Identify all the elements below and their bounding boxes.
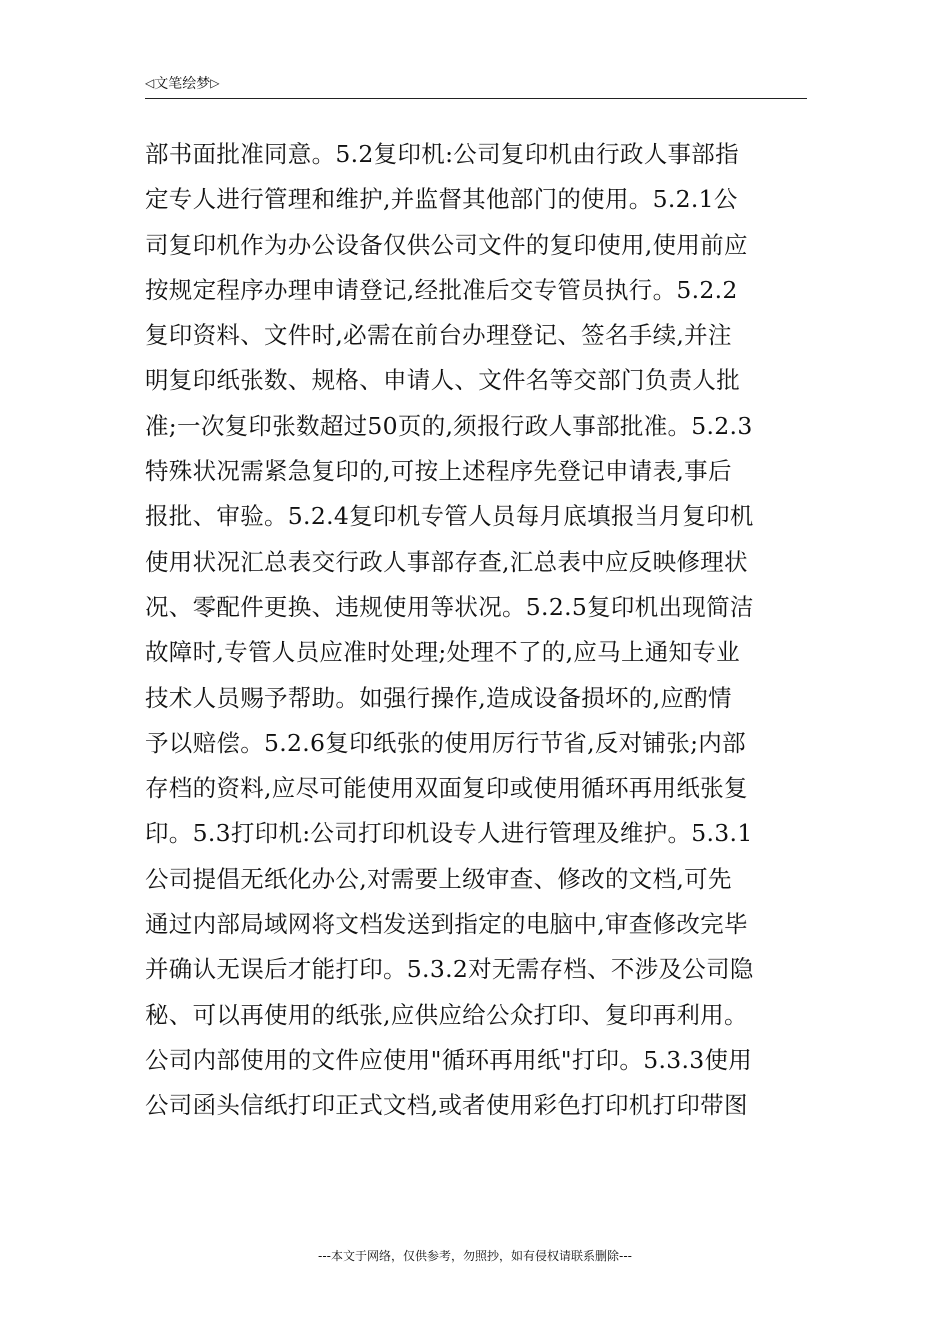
- left-triangle-icon: ◁: [145, 76, 155, 90]
- text-line: 按规定程序办理申请登记,经批准后交专管员执行。5.2.2: [145, 275, 738, 304]
- text-line: 故障时,专管人员应准时处理;处理不了的,应马上通知专业: [145, 638, 740, 667]
- text-line: 并确认无误后才能打印。5.3.2对无需存档、不涉及公司隐: [145, 955, 754, 984]
- footer-disclaimer: ---本文于网络，仅供参考，勿照抄，如有侵权请联系删除---: [318, 1249, 632, 1263]
- text-line: 印。5.3打印机:公司打印机设专人进行管理及维护。5.3.1: [145, 819, 753, 848]
- text-line: 准;一次复印张数超过50页的,须报行政人事部批准。5.2.3: [145, 411, 753, 440]
- text-line: 通过内部局域网将文档发送到指定的电脑中,审查修改完毕: [145, 910, 748, 939]
- text-line: 特殊状况需紧急复印的,可按上述程序先登记申请表,事后: [145, 457, 732, 486]
- brand-name: 文笔绘梦: [154, 76, 211, 92]
- document-body: [145, 132, 807, 1129]
- text-line: 报批、审验。5.2.4复印机专管人员每月底填报当月复印机: [145, 502, 754, 531]
- text-line: 况、零配件更换、违规使用等状况。5.2.5复印机出现简洁: [145, 592, 754, 621]
- page-header: [145, 70, 807, 99]
- text-line: 部书面批准同意。5.2复印机:公司复印机由行政人事部指: [145, 140, 739, 168]
- text-line: 公司函头信纸打印正式文档,或者使用彩色打印机打印带图: [145, 1091, 748, 1120]
- text-line: 司复印机作为办公设备仅供公司文件的复印使用,使用前应: [145, 230, 748, 259]
- text-line: 明复印纸张数、规格、申请人、文件名等交部门负责人批: [145, 366, 740, 395]
- header-brand: [145, 74, 219, 93]
- text-line: 公司内部使用的文件应使用"循环再用纸"打印。5.3.3使用: [145, 1045, 753, 1074]
- text-line: 秘、可以再使用的纸张,应供应给公众打印、复印再利用。: [145, 1000, 748, 1029]
- text-line: 予以赔偿。5.2.6复印纸张的使用厉行节省,反对铺张;内部: [145, 728, 746, 757]
- text-line: 复印资料、文件时,必需在前台办理登记、签名手续,并注: [145, 321, 732, 350]
- text-line: 技术人员赐予帮助。如强行操作,造成设备损坏的,应酌情: [145, 683, 732, 712]
- text-line: 定专人进行管理和维护,并监督其他部门的使用。5.2.1公: [145, 185, 738, 214]
- text-line: 存档的资料,应尽可能使用双面复印或使用循环再用纸张复: [145, 774, 748, 803]
- text-line: 使用状况汇总表交行政人事部存查,汇总表中应反映修理状: [145, 547, 748, 576]
- text-line: 公司提倡无纸化办公,对需要上级审查、修改的文档,可先: [145, 864, 732, 893]
- right-triangle-icon: ▷: [210, 76, 220, 90]
